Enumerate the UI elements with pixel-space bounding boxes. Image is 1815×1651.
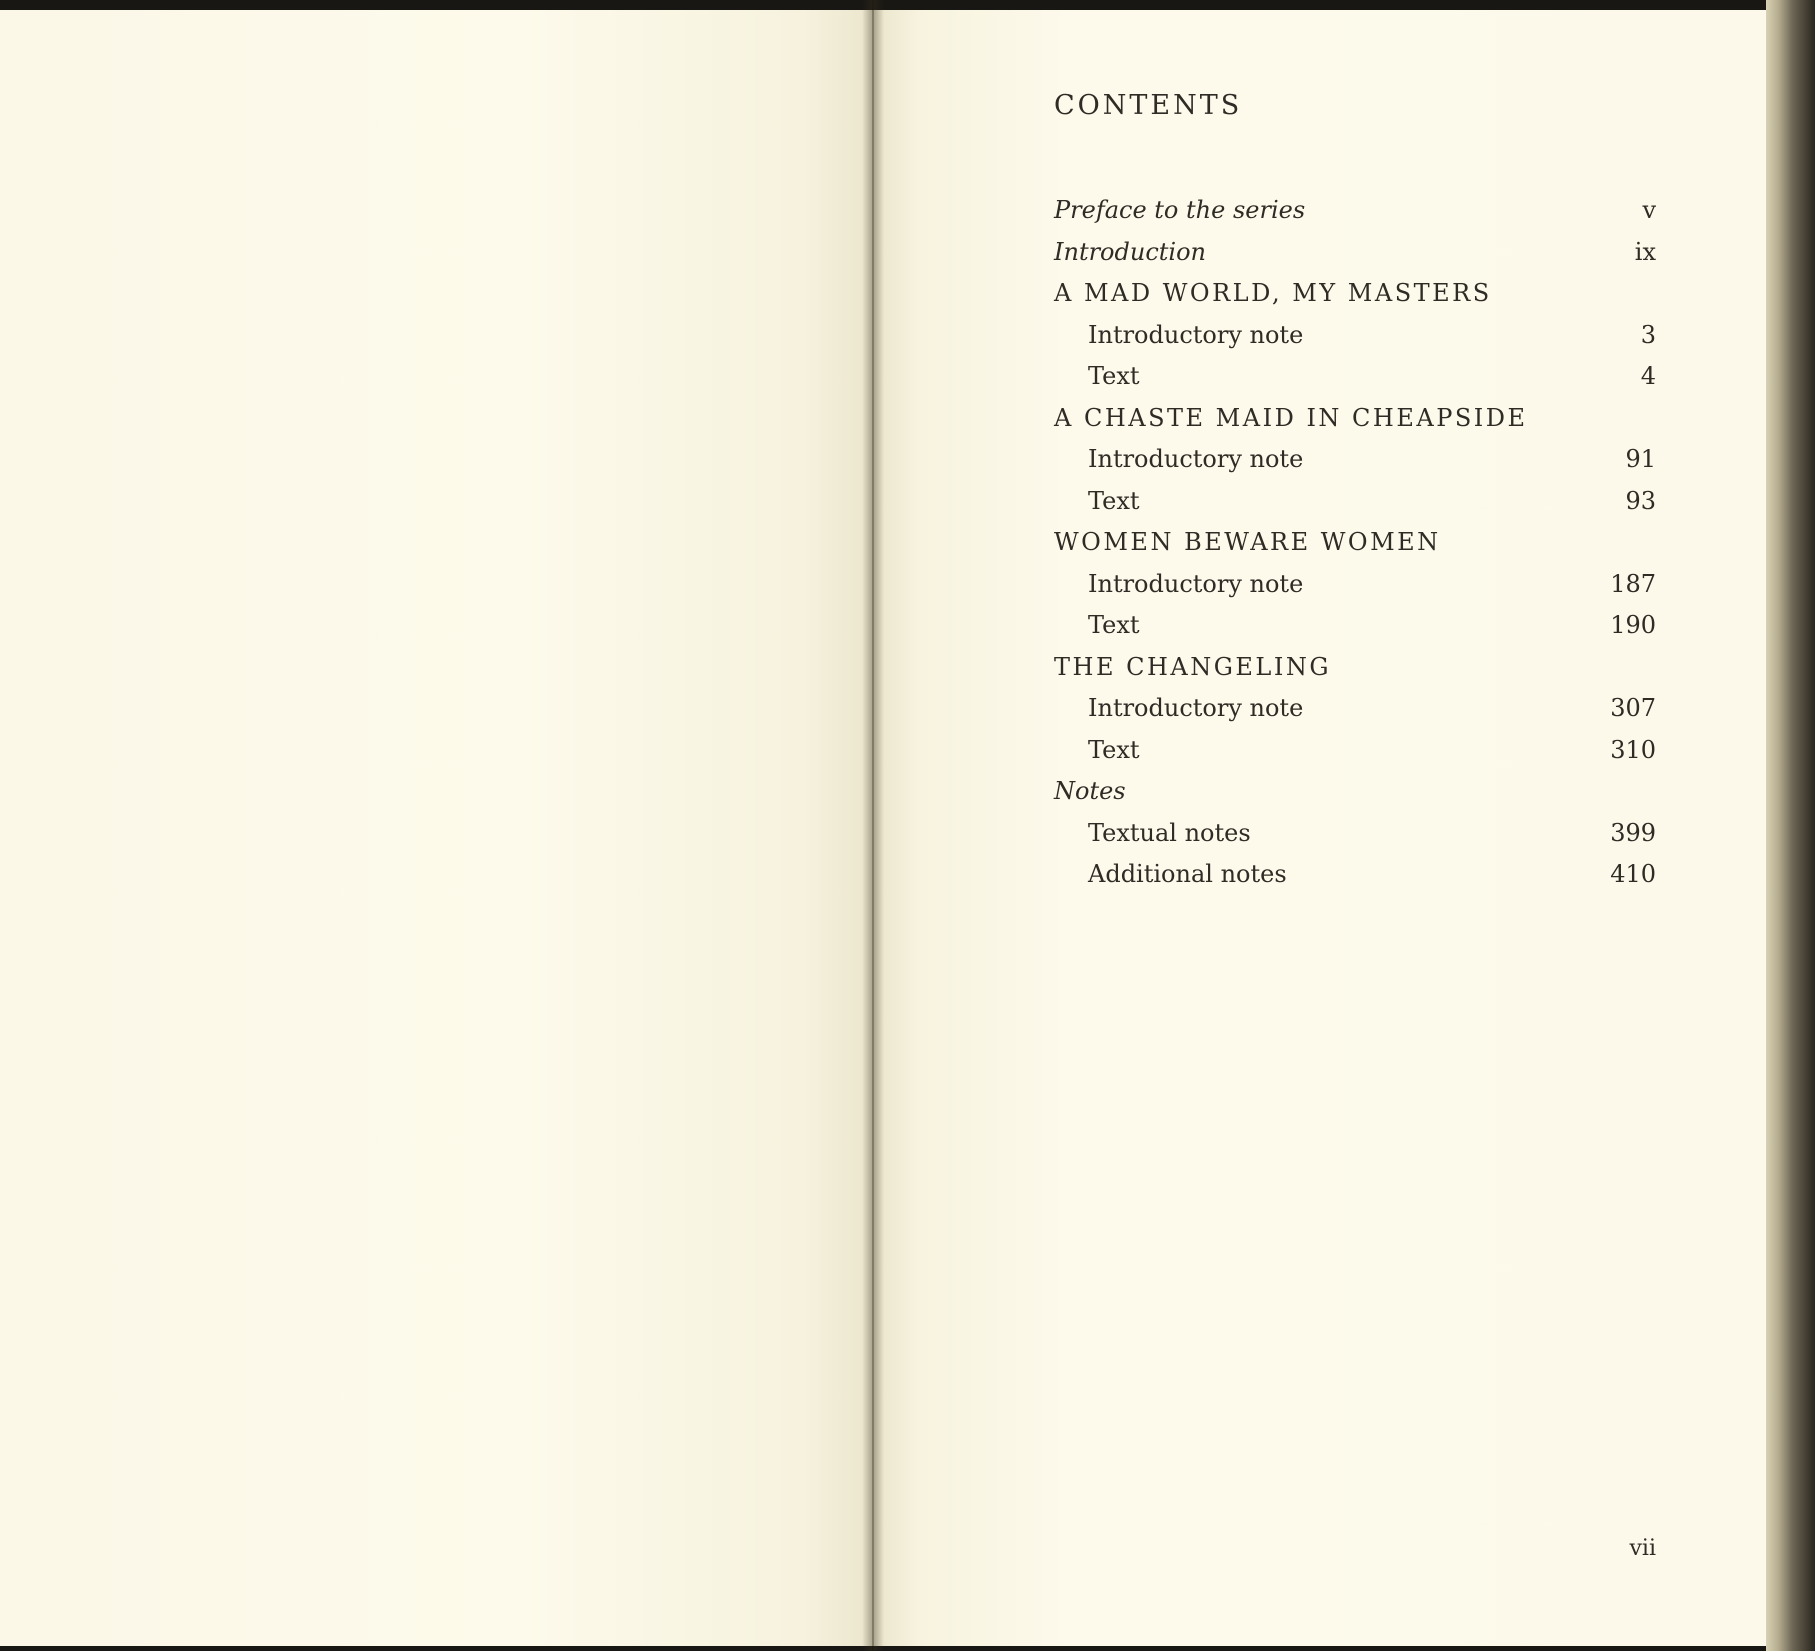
toc-entry-label: WOMEN BEWARE WOMEN	[1054, 528, 1441, 556]
toc-entry-page: 187	[1610, 569, 1656, 598]
toc-entry-label: Text	[1088, 735, 1140, 764]
left-page-blank	[0, 10, 873, 1646]
toc-entry-page: 410	[1610, 860, 1656, 888]
toc-entry-label: Introduction	[1054, 237, 1206, 266]
toc-entry-page: 91	[1625, 445, 1656, 473]
toc-entry-label: Introductory note	[1088, 694, 1304, 722]
toc-entry-page: 310	[1610, 735, 1656, 764]
toc-entry-label: THE CHANGELING	[1054, 652, 1331, 681]
toc-entry-page: 307	[1610, 694, 1656, 722]
toc-subentry[interactable]	[1054, 481, 1656, 523]
toc-entry-label: Introductory note	[1088, 445, 1304, 473]
toc-play-heading[interactable]	[1054, 398, 1656, 440]
toc-entry-label: A MAD WORLD, MY MASTERS	[1054, 279, 1492, 307]
toc-entry-label: Textual notes	[1088, 818, 1251, 847]
toc-subentry[interactable]	[1054, 605, 1656, 647]
toc-subentry[interactable]	[1054, 439, 1656, 481]
table-of-contents	[1054, 88, 1656, 896]
toc-entry-page: 3	[1640, 320, 1656, 349]
toc-entry-label: Introductory note	[1088, 320, 1304, 349]
toc-subentry[interactable]	[1054, 315, 1656, 357]
toc-subentry[interactable]	[1054, 688, 1656, 730]
toc-entry-label: Introductory note	[1088, 569, 1304, 598]
toc-subentry[interactable]	[1054, 564, 1656, 606]
toc-entry-label: Text	[1088, 362, 1140, 390]
toc-entry-preface[interactable]	[1054, 190, 1656, 232]
page-edges	[1766, 0, 1815, 1651]
toc-play-heading[interactable]	[1054, 647, 1656, 689]
toc-entry-label: A CHASTE MAID IN CHEAPSIDE	[1054, 403, 1528, 432]
toc-subentry[interactable]	[1054, 813, 1656, 855]
toc-entry-page: 93	[1625, 486, 1656, 515]
toc-subentry[interactable]	[1054, 854, 1656, 896]
toc-entry-page: 399	[1610, 818, 1656, 847]
toc-subentry[interactable]	[1054, 730, 1656, 772]
toc-entry-label: Preface to the series	[1054, 196, 1306, 224]
toc-play-heading[interactable]	[1054, 522, 1656, 564]
toc-entry-label: Text	[1088, 486, 1140, 515]
toc-play-heading[interactable]	[1054, 273, 1656, 315]
toc-entry-page: v	[1642, 196, 1656, 224]
toc-entry-page: 190	[1610, 611, 1656, 639]
toc-entry-label: Text	[1088, 611, 1140, 639]
toc-entry-introduction[interactable]	[1054, 232, 1656, 274]
page-number: vii	[1629, 1536, 1656, 1561]
toc-entry-notes[interactable]	[1054, 771, 1656, 813]
toc-entry-page: 4	[1640, 362, 1656, 390]
toc-entry-label: Additional notes	[1088, 860, 1287, 888]
toc-entry-label: Notes	[1054, 777, 1126, 805]
toc-subentry[interactable]	[1054, 356, 1656, 398]
contents-heading: CONTENTS	[1054, 90, 1243, 121]
book-gutter	[862, 0, 884, 1651]
toc-entry-page: ix	[1634, 237, 1656, 266]
